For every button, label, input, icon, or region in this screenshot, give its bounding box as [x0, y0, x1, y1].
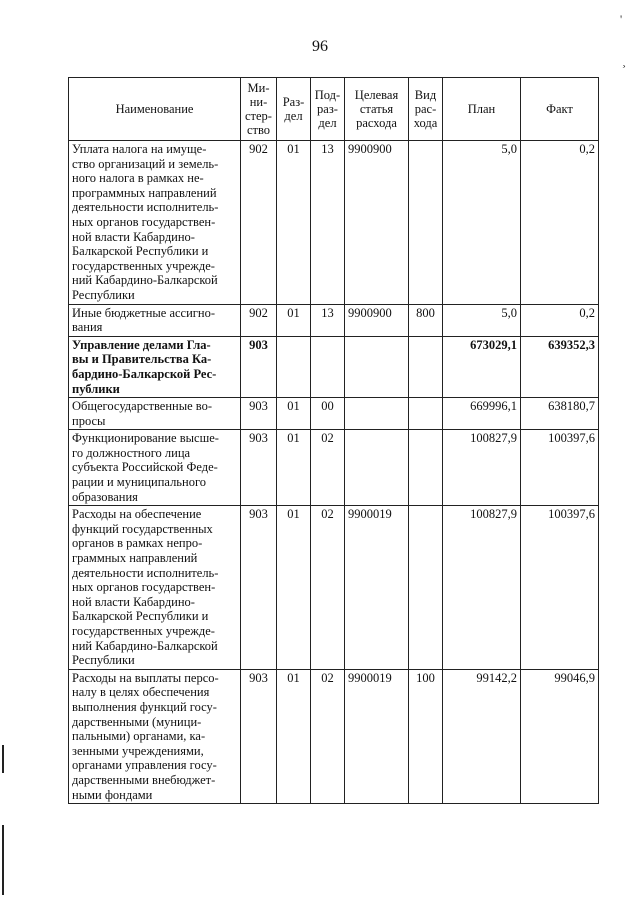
cell-expense-type [409, 336, 443, 397]
header-name: Наименование [69, 78, 241, 141]
cell-ministry: 902 [241, 141, 277, 305]
cell-section [277, 336, 311, 397]
cell-name: Расходы на обеспечение функций государственных органов в рамках непро- граммных направлений деятельности исполнитель- ных органов государствен- ной власти Кабардино- Балкарской Республики и государственных учрежде- ний Кабардино-Балкарской Республики [69, 506, 241, 670]
cell-plan: 5,0 [443, 141, 521, 305]
cell-target: 9900019 [345, 669, 409, 803]
table-row [69, 304, 599, 336]
header-fact: Факт [521, 78, 599, 141]
table-row [69, 430, 599, 506]
budget-table [68, 77, 599, 804]
cell-name: Расходы на выплаты персо- налу в целях обеспечения выполнения функций госу- дарственными (муници- пальными) органами, ка- зенными учреждениями, органами управления госу- дарственными внебюджет- ными фондами [69, 669, 241, 803]
cell-target: 9900019 [345, 506, 409, 670]
cell-ministry: 903 [241, 506, 277, 670]
header-plan: План [443, 78, 521, 141]
cell-section: 01 [277, 141, 311, 305]
table-row [69, 669, 599, 803]
cell-subsection: 13 [311, 141, 345, 305]
table-row [69, 506, 599, 670]
cell-target [345, 336, 409, 397]
cell-name: Иные бюджетные ассигно- вания [69, 304, 241, 336]
cell-target [345, 430, 409, 506]
cell-subsection: 02 [311, 506, 345, 670]
table-row [69, 398, 599, 430]
header-subsection-text: Под- раз- дел [314, 88, 341, 130]
cell-section: 01 [277, 304, 311, 336]
cell-target: 9900900 [345, 141, 409, 305]
cell-name: Управление делами Гла- вы и Правительства Ка- бардино-Балкарской Рес- публики [69, 336, 241, 397]
cell-subsection: 13 [311, 304, 345, 336]
cell-ministry: 903 [241, 669, 277, 803]
cell-plan: 100827,9 [443, 430, 521, 506]
cell-section: 01 [277, 398, 311, 430]
cell-expense-type [409, 506, 443, 670]
cell-subsection: 02 [311, 669, 345, 803]
cell-section: 01 [277, 669, 311, 803]
cell-plan: 99142,2 [443, 669, 521, 803]
cell-ministry: 903 [241, 398, 277, 430]
header-target-text: Целевая статья расхода [354, 88, 399, 130]
cell-expense-type: 800 [409, 304, 443, 336]
cell-name: Функционирование высше- го должностного лица субъекта Российской Феде- рации и муниципального образования [69, 430, 241, 506]
cell-fact: 0,2 [521, 141, 599, 305]
cell-fact: 0,2 [521, 304, 599, 336]
cell-expense-type [409, 430, 443, 506]
cell-fact: 99046,9 [521, 669, 599, 803]
cell-fact: 100397,6 [521, 506, 599, 670]
cell-plan: 5,0 [443, 304, 521, 336]
scan-mark-top-right: ' [620, 12, 623, 26]
header-section [277, 78, 311, 141]
cell-subsection: 00 [311, 398, 345, 430]
table-header-row [69, 78, 599, 141]
cell-expense-type [409, 141, 443, 305]
scan-margin-mark-1 [2, 745, 4, 773]
cell-fact: 639352,3 [521, 336, 599, 397]
cell-name: Общегосударственные во- просы [69, 398, 241, 430]
header-ministry [241, 78, 277, 141]
page-number: 96 [312, 38, 328, 55]
cell-plan: 669996,1 [443, 398, 521, 430]
cell-target [345, 398, 409, 430]
cell-ministry: 903 [241, 336, 277, 397]
cell-plan: 673029,1 [443, 336, 521, 397]
table-row [69, 336, 599, 397]
scan-mark-right: ¸ [622, 54, 626, 68]
cell-fact: 638180,7 [521, 398, 599, 430]
cell-section: 01 [277, 430, 311, 506]
cell-subsection [311, 336, 345, 397]
header-subsection [311, 78, 345, 141]
cell-expense-type: 100 [409, 669, 443, 803]
cell-plan: 100827,9 [443, 506, 521, 670]
header-target [345, 78, 409, 141]
header-ministry-text: Ми- ни- стер- ство [245, 81, 272, 137]
cell-ministry: 902 [241, 304, 277, 336]
cell-ministry: 903 [241, 430, 277, 506]
cell-section: 01 [277, 506, 311, 670]
cell-name: Уплата налога на имуще- ство организаций и земель- ного налога в рамках не- программных направлений деятельности исполнитель- ных органов государствен- ной власти Кабардино- Балкарской Республики и государственных учрежде- ний Кабардино-Балкарской Республики [69, 141, 241, 305]
header-section-text: Раз- дел [282, 95, 305, 123]
cell-expense-type [409, 398, 443, 430]
header-expense-type-text: Вид рас- хода [413, 88, 438, 130]
cell-fact: 100397,6 [521, 430, 599, 506]
scan-margin-mark-2 [2, 825, 4, 895]
cell-subsection: 02 [311, 430, 345, 506]
header-expense-type [409, 78, 443, 141]
table-row [69, 141, 599, 305]
cell-target: 9900900 [345, 304, 409, 336]
